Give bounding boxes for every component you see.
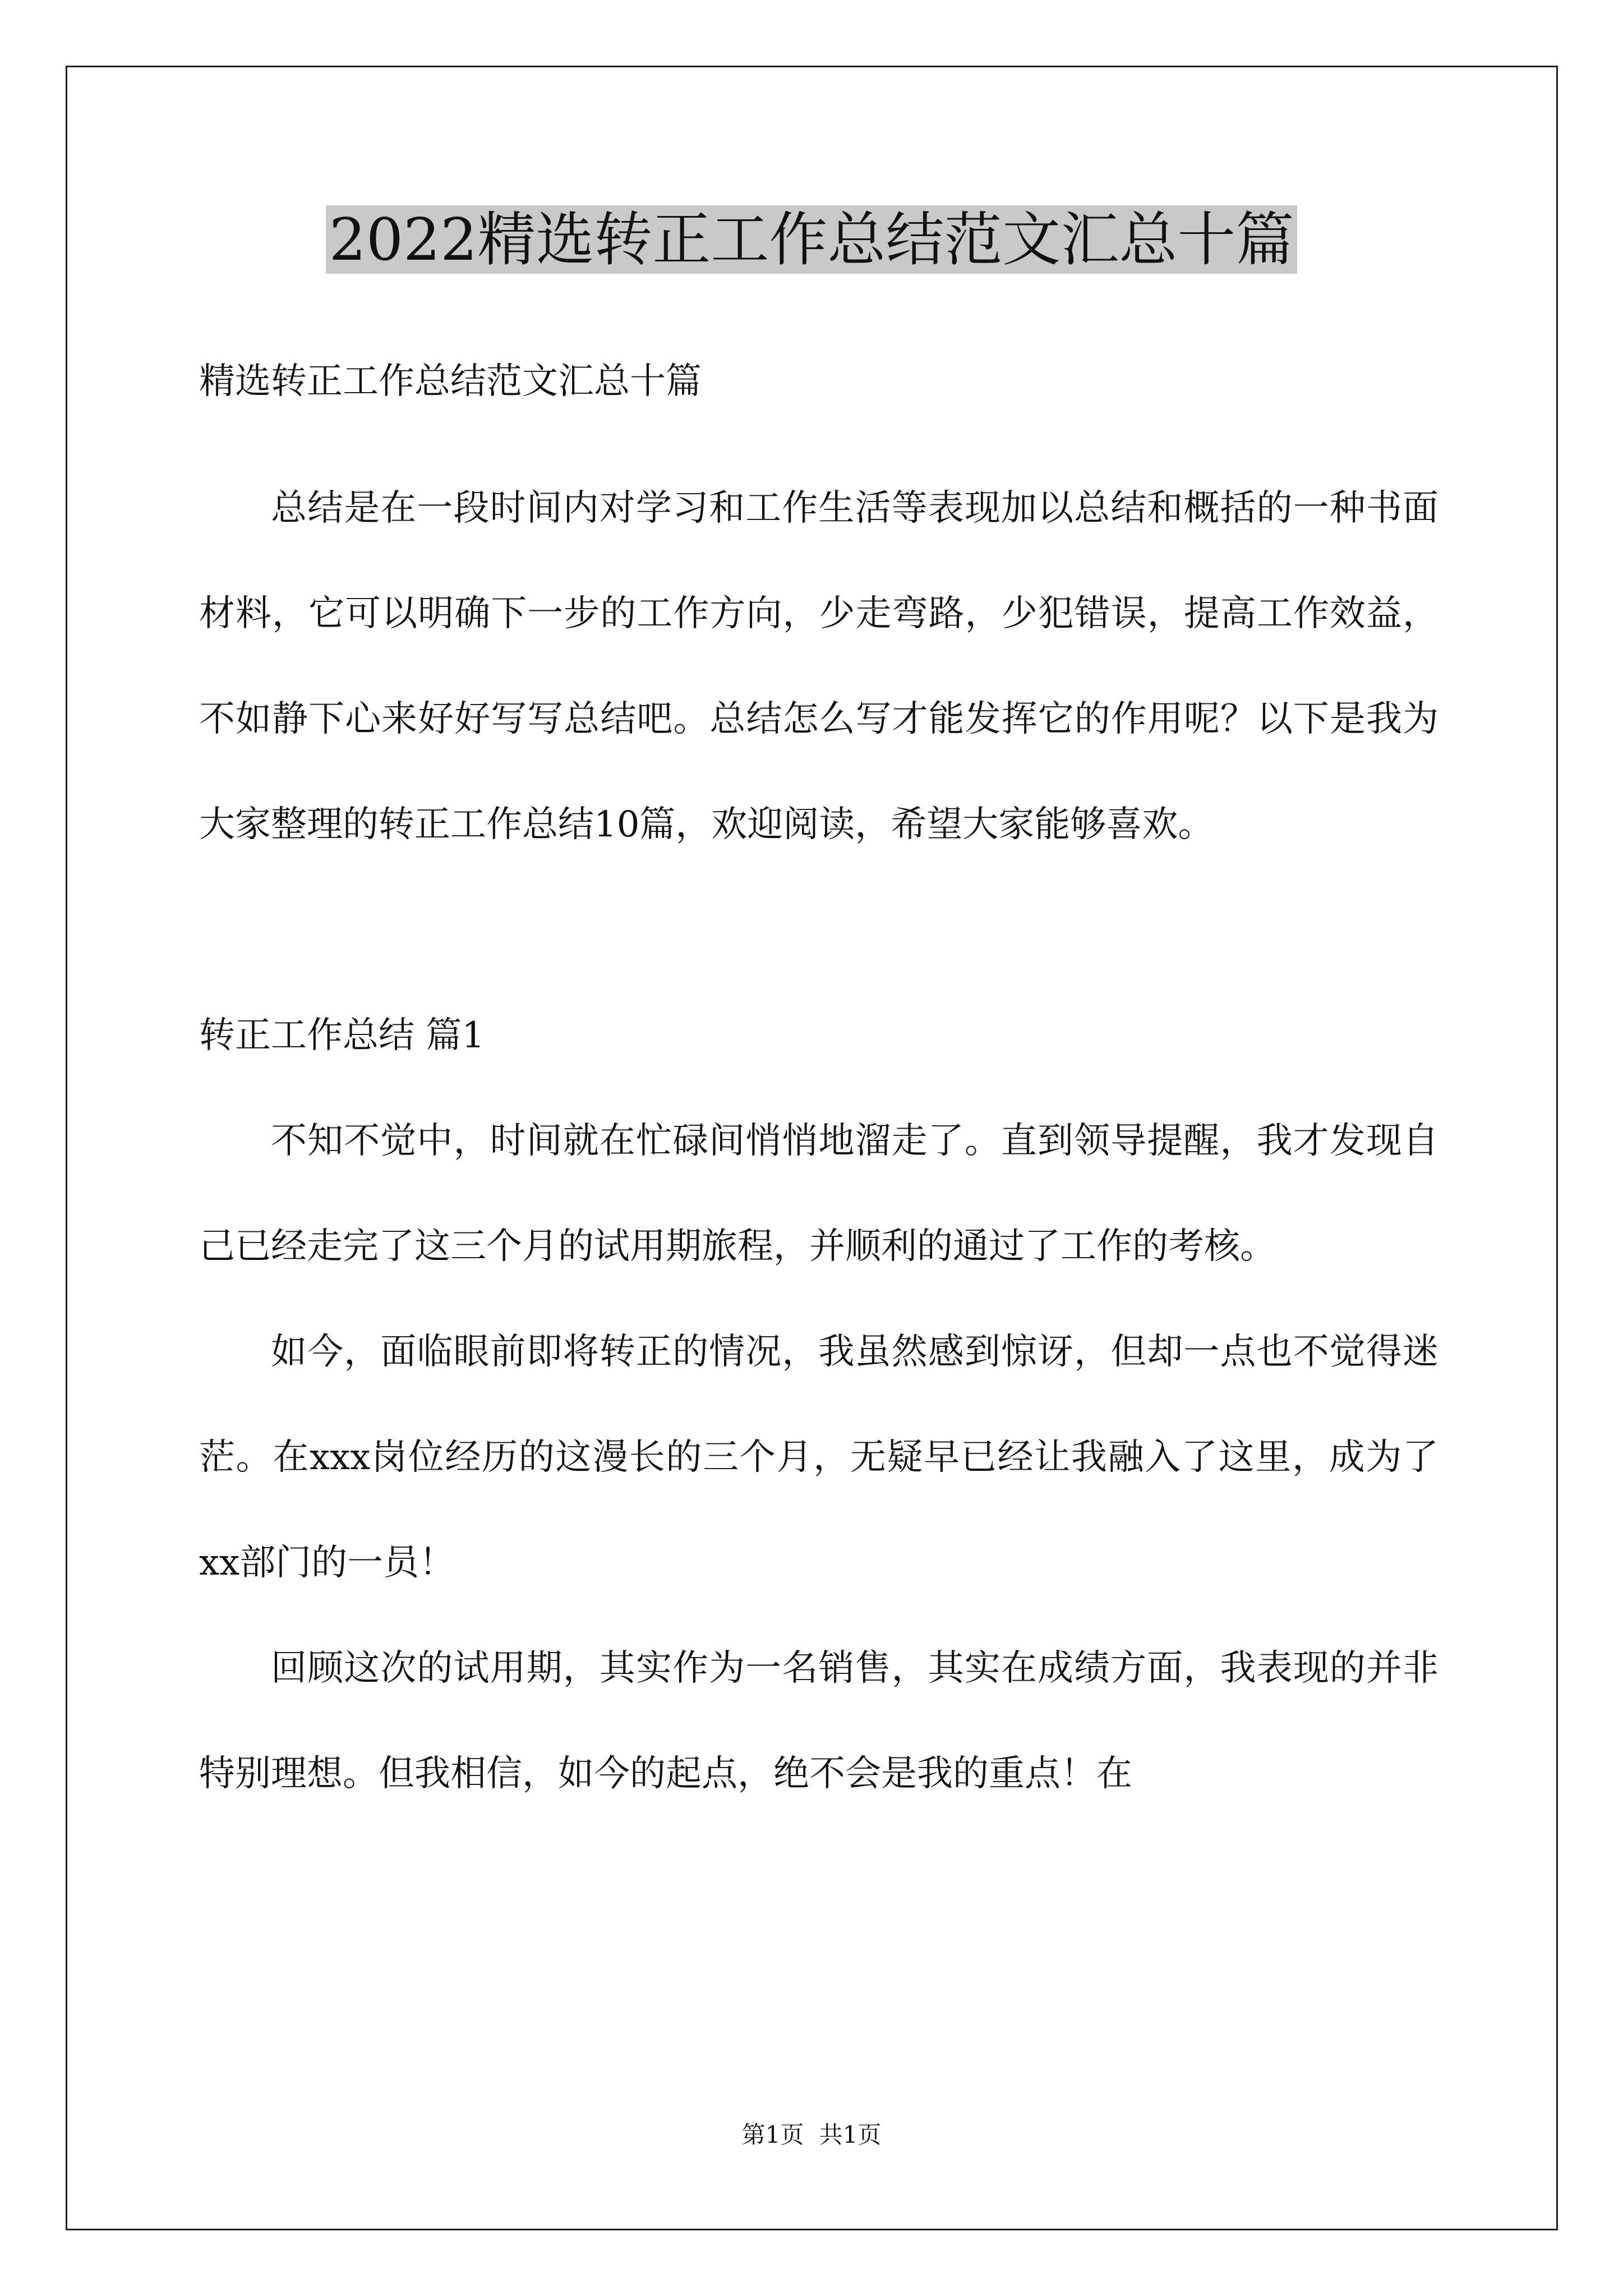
document-title-text: 2022精选转正工作总结范文汇总十篇 bbox=[326, 205, 1298, 274]
section-heading: 转正工作总结 篇1 bbox=[199, 1015, 485, 1056]
page-footer: 第1页 共1页 bbox=[741, 2121, 882, 2148]
body-paragraph-3: 回顾这次的试用期，其实作为一名销售，其实在成绩方面，我表现的并非特别理想。但我相信，如今的起点，绝不会是我的重点！在 bbox=[199, 1648, 1438, 1795]
body-paragraph-2: 如今，面临眼前即将转正的情况，我虽然感到惊讶，但却一点也不觉得迷茫。在xxx岗位经历的这漫长的三个月，无疑早已经让我融入了这里，成为了xx部门的一员！ bbox=[199, 1331, 1438, 1584]
document-title bbox=[0, 203, 1623, 276]
intro-paragraph: 总结是在一段时间内对学习和工作生活等表现加以总结和概括的一种书面材料，它可以明确下一步的工作方向，少走弯路，少犯错误，提高工作效益，不如静下心来好好写写总结吧。总结怎么写才能发挥它的作用呢？以下是我为大家整理的转正工作总结10篇，欢迎阅读，希望大家能够喜欢。 bbox=[199, 487, 1438, 845]
document-body bbox=[199, 455, 1438, 1826]
body-paragraph-1: 不知不觉中，时间就在忙碌间悄悄地溜走了。直到领导提醒，我才发现自己已经走完了这三个月的试用期旅程，并顺利的通过了工作的考核。 bbox=[199, 1120, 1438, 1267]
document-subtitle: 精选转正工作总结范文汇总十篇 bbox=[199, 361, 702, 402]
